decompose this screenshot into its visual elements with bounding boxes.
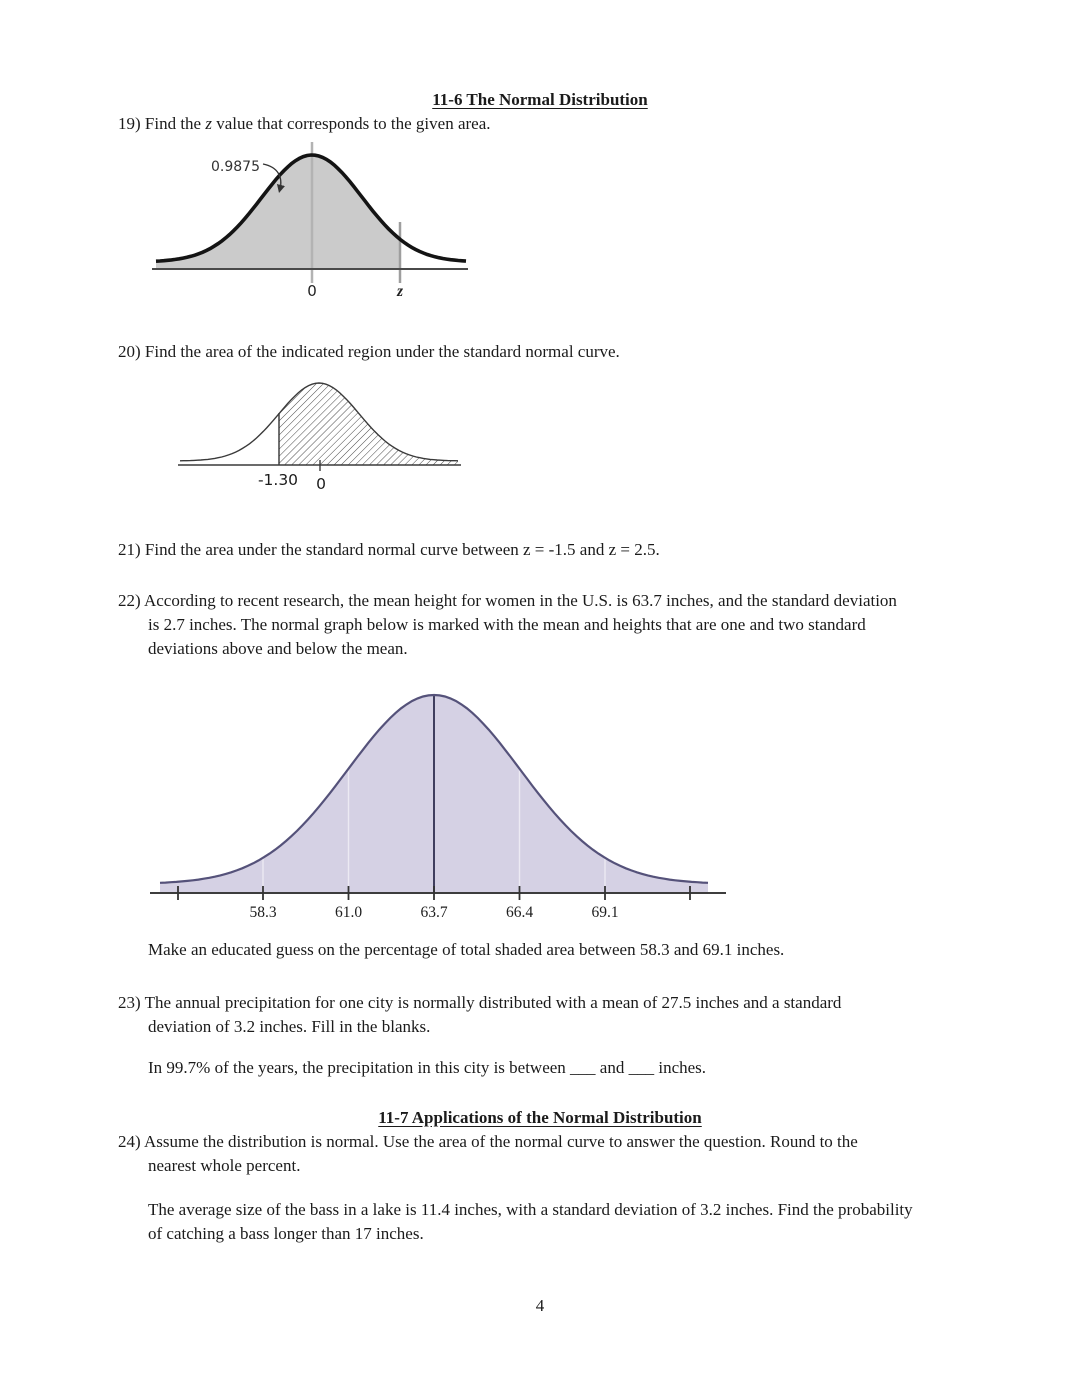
question-23-line-1: 23) The annual precipitation for one city is normally distributed with a mean of 27.5 inches and a standard — [118, 993, 842, 1012]
figure-q22-height-distribution — [148, 688, 728, 923]
axis-label-0: 0 — [307, 282, 317, 300]
figure-q19-normal-curve — [150, 138, 472, 308]
section-11-6-title: 11-6 The Normal Distribution — [432, 90, 648, 109]
question-22-followup: Make an educated guess on the percentage of total shaded area between 58.3 and 69.1 inches. — [148, 940, 785, 959]
question-23-fill-in-blanks: In 99.7% of the years, the precipitation in this city is between ___ and ___ inches. — [148, 1058, 707, 1077]
question-23-line-2: deviation of 3.2 inches. Fill in the blanks. — [148, 1017, 431, 1036]
area-value-label: 0.9875 — [211, 159, 260, 175]
question-24-line-1: 24) Assume the distribution is normal. Use the area of the normal curve to answer the question. Round to the — [118, 1132, 858, 1151]
question-19: 19) Find the z value that corresponds to the given area. — [118, 114, 491, 133]
axis-label-0: 0 — [316, 475, 326, 492]
question-21: 21) Find the area under the standard normal curve between z = -1.5 and z = 2.5. — [118, 540, 660, 559]
section-11-7-title: 11-7 Applications of the Normal Distribution — [378, 1108, 702, 1127]
question-24-line-2: nearest whole percent. — [148, 1156, 301, 1175]
tick-label-69-1: 69.1 — [591, 904, 619, 921]
question-20: 20) Find the area of the indicated region under the standard normal curve. — [118, 342, 620, 361]
figure-q20-normal-curve — [165, 372, 465, 492]
tick-label-66-4: 66.4 — [505, 904, 534, 921]
tick-label-61-0: 61.0 — [334, 904, 363, 921]
axis-label-minus-1-30: -1.30 — [257, 471, 299, 489]
question-24-body-line-1: The average size of the bass in a lake is 11.4 inches, with a standard deviation of 3.2 inches. Find the probability — [148, 1200, 913, 1219]
question-22-line-2: is 2.7 inches. The normal graph below is marked with the mean and heights that are one and two standard — [148, 615, 866, 634]
axis-label-z: z — [396, 283, 404, 300]
tick-label-58-3: 58.3 — [249, 904, 277, 921]
question-22-line-3: deviations above and below the mean. — [148, 639, 408, 658]
question-22-line-1: 22) According to recent research, the mean height for women in the U.S. is 63.7 inches, and the standard deviation — [118, 591, 897, 610]
page-number: 4 — [535, 1296, 545, 1315]
tick-label-63-7: 63.7 — [420, 904, 448, 921]
question-24-body-line-2: of catching a bass longer than 17 inches. — [148, 1224, 424, 1243]
variable-z: z — [205, 114, 212, 133]
hatched-area — [180, 383, 458, 465]
